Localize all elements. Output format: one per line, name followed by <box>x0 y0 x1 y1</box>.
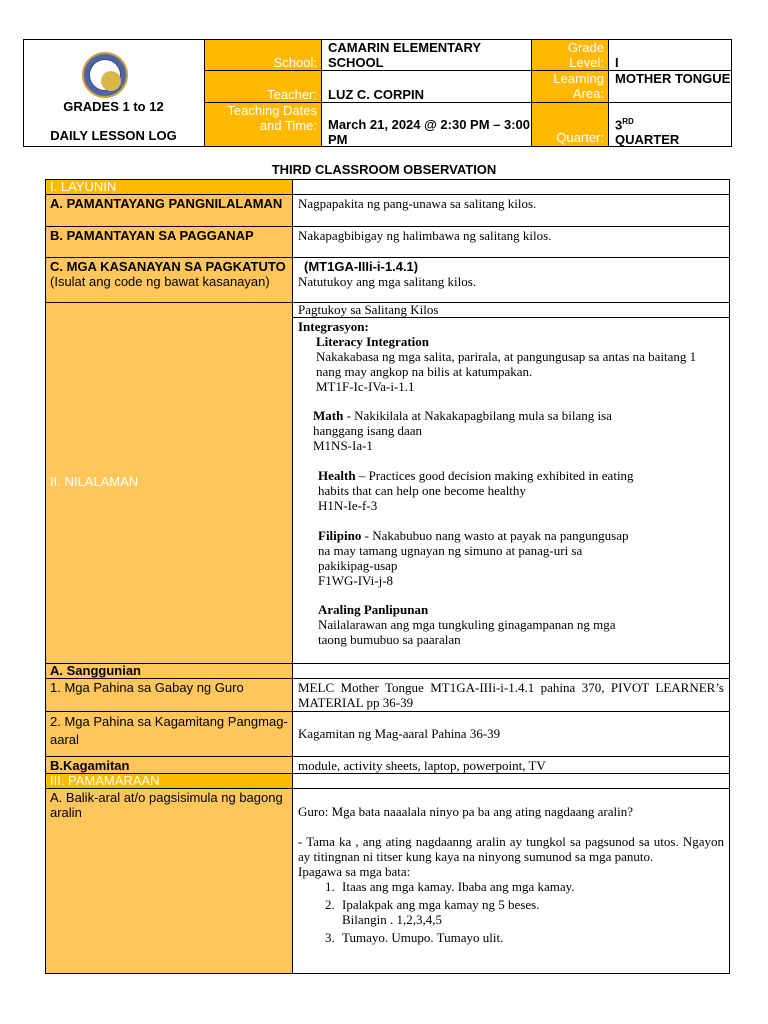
row-nilalaman <box>46 303 729 664</box>
guro-question: Guro: Mga bata naaalala ninyo pa ba ang ating nagdaang aralin? <box>298 804 633 819</box>
layunin-heading: I. LAYUNIN <box>46 180 293 194</box>
kasanayan-label: C. MGA KASANAYAN SA PAGKATUTO (Isulat ang code ng bawat kasanayan) <box>46 258 293 302</box>
kagamitan-label: B.Kagamitan <box>46 757 293 773</box>
header-table <box>23 39 732 147</box>
list-item: 2. Ipalakpak ang mga kamay ng 5 beses. Bilangin . 1,2,3,4,5 <box>338 897 724 927</box>
integrasyon-block: Integrasyon: Literacy Integration Nakakabasa ng mga salita, parirala, at pangungusap sa antas na baitang 1 nang may angkop na bilis at katumpakan. MT1F-Ic-IVa-i-1.1 Math - Nakikilala at Nakakapagbilang mula sa bilang isa hanggang isang daan M1NS-Ia-1 Health – Practices good decision making exhibited in eating habits that can help one become healthy H1N-Ie-f-3 Filipino - Nakabubuo nang wasto at payak na pangungusap na may tamang ugnayan ng simuno at panag-uri sa pakikipag-usap F1WG-IVi-j-8 Araling Panlipunan Nailalarawan ang mga tungkuling ginagampanan ng mga taong bumubuo sa paaralan <box>293 318 729 648</box>
teacher-value: LUZ C. CORPIN <box>322 71 532 103</box>
gabay-label: 1. Mga Pahina sa Gabay ng Guro <box>46 679 293 711</box>
row-kagamitang-pangmag-aaral <box>46 712 729 757</box>
learning-area-value: MOTHER TONGUE <box>609 71 731 103</box>
row-kagamitan <box>46 757 729 774</box>
math-integration: Math - Nakikilala at Nakakapagbilang mula sa bilang isa hanggang isang daan M1NS-Ia-1 <box>313 408 612 453</box>
ipagawa-line: Ipagawa sa mga bata: <box>298 864 411 879</box>
kagamitang-label: 2. Mga Pahina sa Kagamitang Pangmag-aaral <box>46 712 293 756</box>
nilalaman-label: II. NILALAMAN <box>46 303 293 663</box>
quarter-value: 3RD QUARTER <box>609 103 731 146</box>
document-title: THIRD CLASSROOM OBSERVATION <box>271 162 497 177</box>
grades-label: GRADES 1 to 12 <box>63 99 164 114</box>
kasanayan-value: Natutukoy ang mga salitang kilos. <box>298 274 477 289</box>
kasanayan-code: (MT1GA-IIIi-i-1.4.1) <box>304 259 419 274</box>
bilangin-line: Bilangin . 1,2,3,4,5 <box>342 912 443 927</box>
pagganap-value: Nakapagbibigay ng halimbawa ng salitang kilos. <box>298 228 552 243</box>
header-left-cell <box>24 40 205 146</box>
araling-panlipunan-integration: Araling Panlipunan Nailalarawan ang mga tungkuling ginagampanan ng mga taong bumubuo sa paaralan <box>318 602 616 647</box>
gabay-value: MELC Mother Tongue MT1GA-IIIi-i-1.4.1 pahina 370, PIVOT LEARNER’s MATERIAL pp 36-39 <box>298 680 724 710</box>
row-gabay-ng-guro <box>46 679 729 712</box>
tama-response: - Tama ka , ang ating nagdaanng aralin ay tungkol sa pagsunod sa utos. Ngayon ay titingnan ni titser kung kaya na ninyong sumunod sa mga panuto. <box>298 834 724 864</box>
learning-area-label: Learning Area: <box>532 71 609 103</box>
pamamaraan-heading: III. PAMAMARAAN <box>46 774 293 788</box>
sanggunian-label: A. Sanggunian <box>46 664 293 678</box>
pagganap-label: B. PAMANTAYAN SA PAGGANAP <box>46 227 293 257</box>
row-balik-aral <box>46 789 729 973</box>
row-layunin <box>46 180 729 195</box>
pamantayang-value: Nagpapakita ng pang-unawa sa salitang kilos. <box>298 196 537 211</box>
deped-seal-icon <box>82 52 128 98</box>
list-item: 3. Tumayo. Umupo. Tumayo ulit. <box>338 930 724 945</box>
grade-level-label: Grade Level: <box>532 40 609 71</box>
row-pamantayang-pangnilalaman <box>46 195 729 227</box>
teacher-label: Teacher: <box>205 71 322 103</box>
kagamitan-value: module, activity sheets, laptop, powerpoint, TV <box>298 758 546 773</box>
list-item: 1. Itaas ang mga kamay. Ibaba ang mga kamay. <box>338 879 724 894</box>
literacy-integration: Literacy Integration Nakakabasa ng mga salita, parirala, at pangungusap sa antas na baitang 1 nang may angkop na bilis at katumpakan. MT1F-Ic-IVa-i-1.1 <box>316 334 697 394</box>
kagamitang-value: Kagamitan ng Mag-aaral Pahina 36-39 <box>298 726 501 741</box>
row-kasanayan <box>46 258 729 303</box>
nilalaman-topic: Pagtukoy sa Salitang Kilos <box>293 303 729 318</box>
row-sanggunian <box>46 664 729 679</box>
daily-lesson-log-label: DAILY LESSON LOG <box>50 128 177 143</box>
grade-level-value: I <box>609 40 731 71</box>
balik-aral-label: A. Balik-aral at/o pagsisimula ng bagong aralin <box>46 789 293 973</box>
school-value: CAMARIN ELEMENTARY SCHOOL <box>322 40 532 71</box>
steps-list <box>314 879 724 945</box>
pamantayang-label: A. PAMANTAYANG PANGNILALAMAN <box>46 195 293 226</box>
teaching-dates-label: Teaching Dates and Time: <box>205 103 322 146</box>
school-label: School: <box>205 40 322 71</box>
row-pamamaraan <box>46 774 729 789</box>
teaching-dates-value: March 21, 2024 @ 2:30 PM – 3:00 PM <box>322 103 532 146</box>
health-integration: Health – Practices good decision making exhibited in eating habits that can help one become healthy H1N-Ie-f-3 <box>318 468 634 513</box>
lesson-log-table <box>45 179 730 974</box>
quarter-label: Quarter: <box>532 103 609 146</box>
row-pamantayan-sa-pagganap <box>46 227 729 258</box>
filipino-integration: Filipino - Nakabubuo nang wasto at payak na pangungusap na may tamang ugnayan ng simuno at panag-uri sa pakikipag-usap F1WG-IVi-j-8 <box>318 528 629 588</box>
balik-aral-content <box>293 789 729 973</box>
